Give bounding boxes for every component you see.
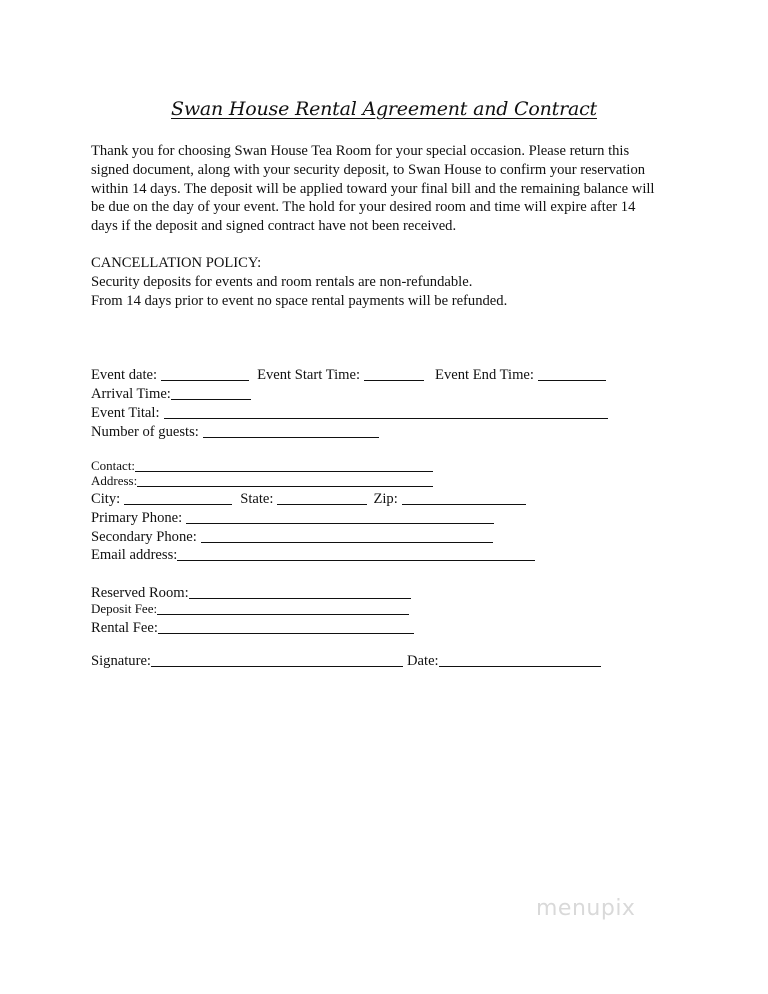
event-title-row bbox=[91, 404, 608, 422]
arrival-time-field[interactable] bbox=[171, 385, 251, 400]
intro-line: Thank you for choosing Swan House Tea Room for your special occasion. Please return this bbox=[91, 143, 630, 159]
primary-phone-field[interactable] bbox=[186, 509, 494, 524]
date-label: Date: bbox=[407, 653, 439, 669]
event-title-field[interactable] bbox=[164, 404, 608, 419]
reserved-room-field[interactable] bbox=[189, 584, 411, 599]
secondary-phone-label: Secondary Phone: bbox=[91, 529, 197, 545]
document-title: Swan House Rental Agreement and Contract bbox=[171, 98, 597, 120]
intro-line: be due on the day of your event. The hold for your desired room and time will expire after 14 bbox=[91, 199, 636, 216]
intro-line: days if the deposit and signed contract have not been received. bbox=[91, 218, 457, 235]
policy-line: Security deposits for events and room rentals are non-refundable. bbox=[91, 273, 473, 290]
primary-phone-row bbox=[91, 509, 494, 527]
signature-row bbox=[91, 652, 601, 670]
intro-line: within 14 days. The deposit will be applied toward your final bill and the remaining balance will bbox=[91, 180, 655, 197]
policy-heading: CANCELLATION POLICY: bbox=[91, 255, 262, 271]
city-label: City: bbox=[91, 491, 121, 507]
number-of-guests-label: Number of guests: bbox=[91, 424, 199, 440]
address-label: Address: bbox=[91, 473, 138, 488]
intro-line: signed document, along with your security deposit, to Swan House to confirm your reservation bbox=[91, 161, 646, 178]
zip-field[interactable] bbox=[402, 490, 526, 505]
event-title-label: Event Tital: bbox=[91, 405, 160, 421]
secondary-phone-field[interactable] bbox=[201, 528, 493, 543]
rental-fee-field[interactable] bbox=[158, 619, 414, 634]
email-row bbox=[91, 546, 535, 564]
rental-fee-label: Rental Fee: bbox=[91, 620, 158, 636]
rental-fee-row bbox=[91, 619, 414, 637]
signature-field[interactable] bbox=[151, 652, 403, 667]
menupix-watermark: menupix bbox=[536, 896, 636, 921]
event-end-time-field[interactable] bbox=[538, 366, 606, 381]
email-address-field[interactable] bbox=[177, 546, 535, 561]
deposit-fee-row bbox=[91, 600, 409, 618]
arrival-time-label: Arrival Time: bbox=[91, 386, 171, 402]
date-field[interactable] bbox=[439, 652, 601, 667]
city-state-zip-row bbox=[91, 490, 526, 508]
cancellation-policy bbox=[91, 254, 691, 310]
state-label: State: bbox=[240, 491, 274, 507]
signature-label: Signature: bbox=[91, 653, 151, 669]
event-date-field[interactable] bbox=[161, 366, 249, 381]
deposit-fee-label: Deposit Fee: bbox=[91, 601, 158, 616]
contact-label: Contact: bbox=[91, 458, 136, 473]
address-field[interactable] bbox=[137, 472, 433, 487]
secondary-phone-row bbox=[91, 528, 493, 546]
address-row bbox=[91, 472, 433, 490]
event-start-time-field[interactable] bbox=[364, 366, 424, 381]
event-end-time-label: Event End Time: bbox=[435, 367, 534, 383]
email-address-label: Email address: bbox=[91, 547, 178, 563]
event-date-label: Event date: bbox=[91, 367, 158, 383]
deposit-fee-field[interactable] bbox=[157, 600, 409, 615]
city-field[interactable] bbox=[124, 490, 232, 505]
primary-phone-label: Primary Phone: bbox=[91, 510, 183, 526]
guests-row bbox=[91, 423, 379, 441]
reserved-room-label: Reserved Room: bbox=[91, 585, 189, 601]
number-of-guests-field[interactable] bbox=[203, 423, 379, 438]
zip-label: Zip: bbox=[373, 491, 398, 507]
event-times-row bbox=[91, 366, 606, 384]
contact-field[interactable] bbox=[135, 457, 433, 472]
arrival-time-row bbox=[91, 385, 251, 403]
state-field[interactable] bbox=[277, 490, 367, 505]
policy-line: From 14 days prior to event no space rental payments will be refunded. bbox=[91, 292, 508, 309]
intro-paragraph bbox=[91, 142, 691, 236]
event-start-time-label: Event Start Time: bbox=[257, 367, 361, 383]
